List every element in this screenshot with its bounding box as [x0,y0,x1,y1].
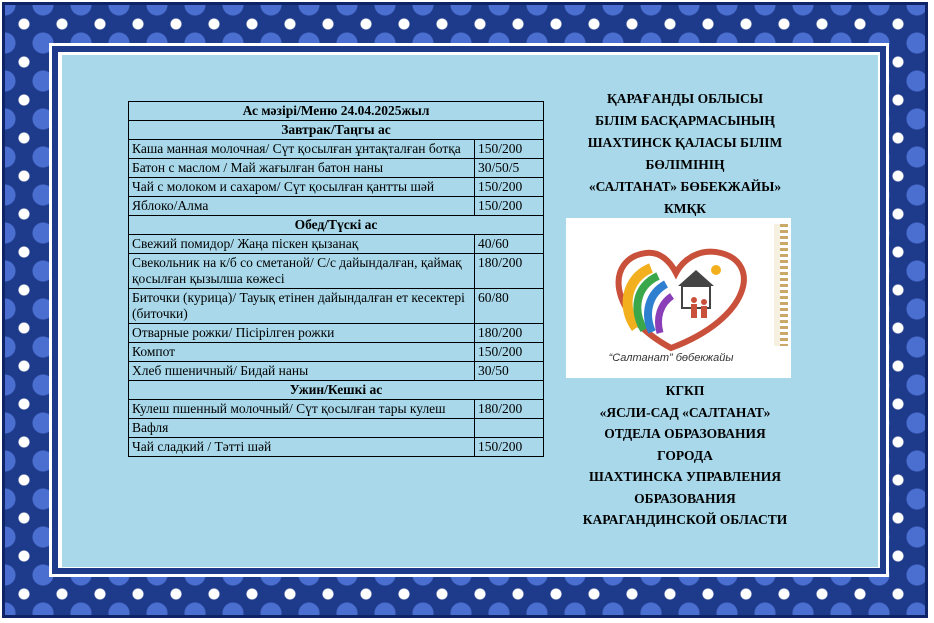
menu-table [128,101,544,457]
header-russian [560,380,810,531]
dish-portion: 30/50/5 [475,159,544,178]
dish-name: Чай сладкий / Тәтті шәй [129,438,475,457]
header-ru-line: ОБРАЗОВАНИЯ [634,490,736,506]
meal-heading: Ужин/Кешкі ас [129,381,544,400]
table-row [129,343,544,362]
dish-portion: 150/200 [475,140,544,159]
dish-portion: 60/80 [475,289,544,324]
header-kz-line: БӨЛІМІНІҢ [645,157,725,172]
dish-name: Свекольник на к/б со сметаной/ С/с дайындалған, қаймақ қосылған қызылша көжесі [129,254,475,289]
dish-name: Батон с маслом / Май жағылған батон наны [129,159,475,178]
header-kz-line: КМҚК [663,201,707,216]
header-ru-line: ГОРОДА [657,447,713,463]
table-row [129,140,544,159]
header-kz-line: БІЛІМ БАСҚАРМАСЫНЫҢ [595,113,775,128]
header-ru-line: ОТДЕЛА ОБРАЗОВАНИЯ [604,426,766,441]
dish-name: Хлеб пшеничный/ Бидай наны [129,362,475,381]
table-row [129,324,544,343]
header-kz-line: ШАХТИНСК ҚАЛАСЫ БІЛІМ [587,135,783,150]
table-row [129,438,544,457]
dish-name: Биточки (курица)/ Тауық етінен дайындалған ет кесектері (биточки) [129,289,475,324]
table-row [129,254,544,289]
dish-portion [475,419,544,438]
dish-name: Каша манная молочная/ Сүт қосылған ұнтақталған ботқа [129,140,475,159]
header-ru-line: КГКП [665,383,705,398]
dish-portion: 150/200 [475,197,544,216]
dish-portion: 150/200 [475,178,544,197]
dish-portion: 150/200 [475,438,544,457]
dish-name: Компот [129,343,475,362]
header-ru-line: КАРАГАНДИНСКОЙ ОБЛАСТИ [582,512,788,527]
meal-heading: Завтрак/Таңгы ас [129,121,544,140]
pattern-strip [780,224,788,346]
dish-name: Свежий помидор/ Жаңа піскен қызанақ [129,235,475,254]
table-row [129,197,544,216]
table-row [129,178,544,197]
saltanat-logo [566,218,791,378]
dish-name: Яблоко/Алма [129,197,475,216]
header-ru-line: «ЯСЛИ-САД «САЛТАНАТ» [599,404,771,420]
table-row [129,159,544,178]
dish-portion: 180/200 [475,400,544,419]
dish-portion: 150/200 [475,343,544,362]
dish-name: Вафля [129,419,475,438]
table-row [129,362,544,381]
dish-portion: 180/200 [475,254,544,289]
dish-name: Кулеш пшенный молочный/ Сүт қосылған тары кулеш [129,400,475,419]
menu-title: Ас мәзірі/Меню 24.04.2025жыл [129,102,544,121]
header-ru-line: ШАХТИНСКА УПРАВЛЕНИЯ [589,469,781,484]
dish-portion: 180/200 [475,324,544,343]
table-row [129,400,544,419]
meal-heading: Обед/Түскі ас [129,216,544,235]
table-row [129,289,544,324]
dish-portion: 40/60 [475,235,544,254]
header-kz-line: ҚАРАҒАНДЫ ОБЛЫСЫ [607,91,763,106]
dish-portion: 30/50 [475,362,544,381]
logo-caption: “Салтанат” бөбекжайы [608,352,734,364]
table-row [129,235,544,254]
dish-name: Отварные рожки/ Пісірілген рожки [129,324,475,343]
header-kazakh [560,88,810,220]
table-row [129,419,544,438]
header-kz-line: «САЛТАНАТ» БӨБЕКЖАЙЫ» [588,179,782,194]
dish-name: Чай с молоком и сахаром/ Сүт қосылған қантты шәй [129,178,475,197]
